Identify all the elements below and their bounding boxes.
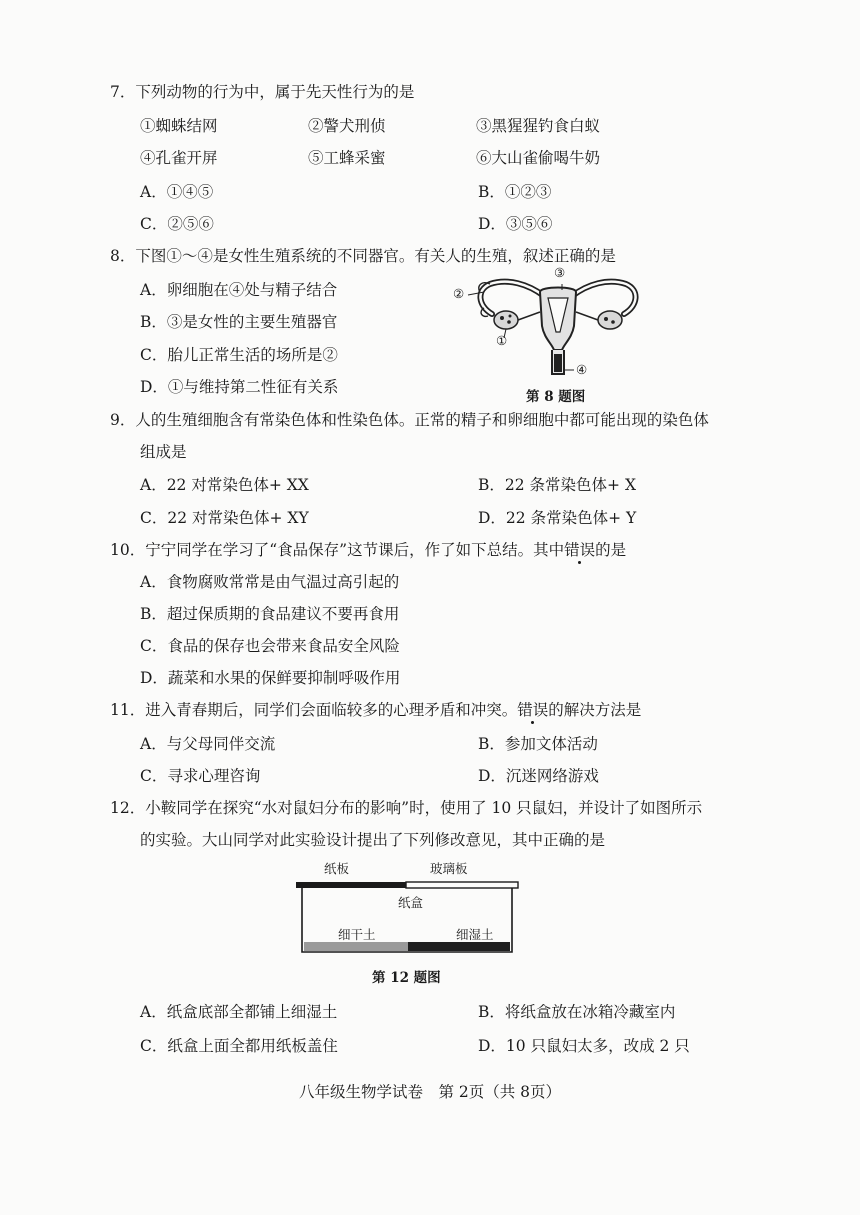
q12-label-board: 纸板: [324, 861, 350, 876]
q7-option-d: D．③⑤⑥: [478, 215, 553, 233]
q10-option-c: C．食品的保存也会带来食品安全风险: [140, 637, 400, 655]
glass-board: [406, 882, 518, 888]
q7-option-a: A．①④⑤: [140, 183, 214, 201]
q8-figure-label-2: ②: [453, 286, 465, 301]
q7-option-c: C．②⑤⑥: [140, 215, 214, 233]
fallopian-tube-left: [480, 282, 544, 314]
q9-option-d: D．22 条常染色体+ Y: [478, 509, 637, 527]
q12-label-box: 纸盒: [398, 895, 424, 910]
q12-figure: [296, 878, 518, 956]
q12-stem-line1: 12．小鞍同学在探究“水对鼠妇分布的影响”时，使用了 10 只鼠妇，并设计了如图所示: [110, 799, 703, 817]
q11-stem-after: 的解决方法是: [548, 701, 642, 719]
q11-option-b: B．参加文体活动: [478, 735, 598, 753]
q7-item-2: ②警犬刑侦: [308, 117, 386, 135]
q8-option-c: C．胎儿正常生活的场所是②: [140, 346, 338, 364]
q11-option-a: A．与父母同伴交流: [140, 735, 276, 753]
q11-option-d: D．沉迷网络游戏: [478, 767, 599, 785]
q10-stem-after: 的是: [595, 541, 627, 559]
q8-option-a: A．卵细胞在④处与精子结合: [140, 281, 338, 299]
q8-figure-label-1: ①: [496, 333, 508, 348]
wet-soil: [408, 942, 510, 951]
q9-option-c: C．22 对常染色体+ XY: [140, 509, 309, 527]
q12-label-glass: 玻璃板: [430, 861, 468, 876]
q7-item-3: ③黑猩猩钓食白蚁: [476, 117, 601, 135]
q8-figure-caption: 第 8 题图: [526, 389, 586, 405]
q12-option-d: D．10 只鼠妇太多，改成 2 只: [478, 1037, 690, 1055]
q12-option-c: C．纸盒上面全都用纸板盖住: [140, 1037, 338, 1055]
ovary-right: [598, 311, 622, 329]
q12-option-a: A．纸盒底部全都铺上细湿土: [140, 1003, 338, 1021]
q9-stem-line2: 组成是: [140, 443, 187, 461]
q10-stem-emphasis: 错误: [564, 541, 596, 559]
q7-option-b: B．①②③: [478, 183, 552, 201]
q8-figure-label-3: ③: [554, 265, 566, 280]
ovary-left: [494, 311, 518, 329]
q7-item-5: ⑤工蜂采蜜: [308, 149, 386, 167]
page-footer: 八年级生物学试卷 第 2页（共 8页）: [298, 1083, 562, 1101]
q12-stem-line2: 的实验。大山同学对此实验设计提出了下列修改意见，其中正确的是: [140, 831, 606, 849]
q10-stem-before: 10．宁宁同学在学习了“食品保存”这节课后，作了如下总结。其中: [110, 541, 565, 559]
q11-stem: [110, 698, 641, 720]
q8-option-b: B．③是女性的主要生殖器官: [140, 313, 338, 331]
q8-stem: 8．下图①～④是女性生殖系统的不同器官。有关人的生殖，叙述正确的是: [110, 247, 616, 265]
q10-option-d: D．蔬菜和水果的保鲜要抑制呼吸作用: [140, 669, 401, 687]
q8-figure-label-4: ④: [576, 362, 588, 377]
q11-stem-emphasis: 错误: [517, 701, 549, 719]
q12-figure-caption: 第 12 题图: [372, 970, 441, 986]
q7-stem: 7．下列动物的行为中，属于先天性行为的是: [110, 83, 415, 101]
q12-label-dry: 细干土: [338, 927, 376, 942]
q10-stem: [110, 538, 626, 560]
q9-stem-line1: 9．人的生殖细胞含有常染色体和性染色体。正常的精子和卵细胞中都可能出现的染色体: [110, 411, 709, 429]
q9-option-a: A．22 对常染色体+ XX: [140, 476, 309, 494]
q12-label-wet: 细湿土: [456, 927, 494, 942]
q7-item-6: ⑥大山雀偷喝牛奶: [476, 149, 601, 167]
q11-stem-before: 11．进入青春期后，同学们会面临较多的心理矛盾和冲突。: [110, 701, 518, 719]
q9-option-b: B．22 条常染色体+ X: [478, 476, 636, 494]
q10-option-a: A．食物腐败常常是由气温过高引起的: [140, 573, 400, 591]
q8-figure: [448, 262, 668, 387]
q7-item-4: ④孔雀开屏: [140, 149, 218, 167]
q12-option-b: B．将纸盒放在冰箱冷藏室内: [478, 1003, 676, 1021]
fallopian-tube-right: [572, 282, 636, 314]
q7-item-1: ①蜘蛛结网: [140, 117, 218, 135]
q11-option-c: C．寻求心理咨询: [140, 767, 261, 785]
q8-option-d: D．①与维持第二性征有关系: [140, 378, 339, 396]
dry-soil: [304, 942, 408, 951]
paper-board: [296, 882, 406, 888]
q10-option-b: B．超过保质期的食品建议不要再食用: [140, 605, 400, 623]
